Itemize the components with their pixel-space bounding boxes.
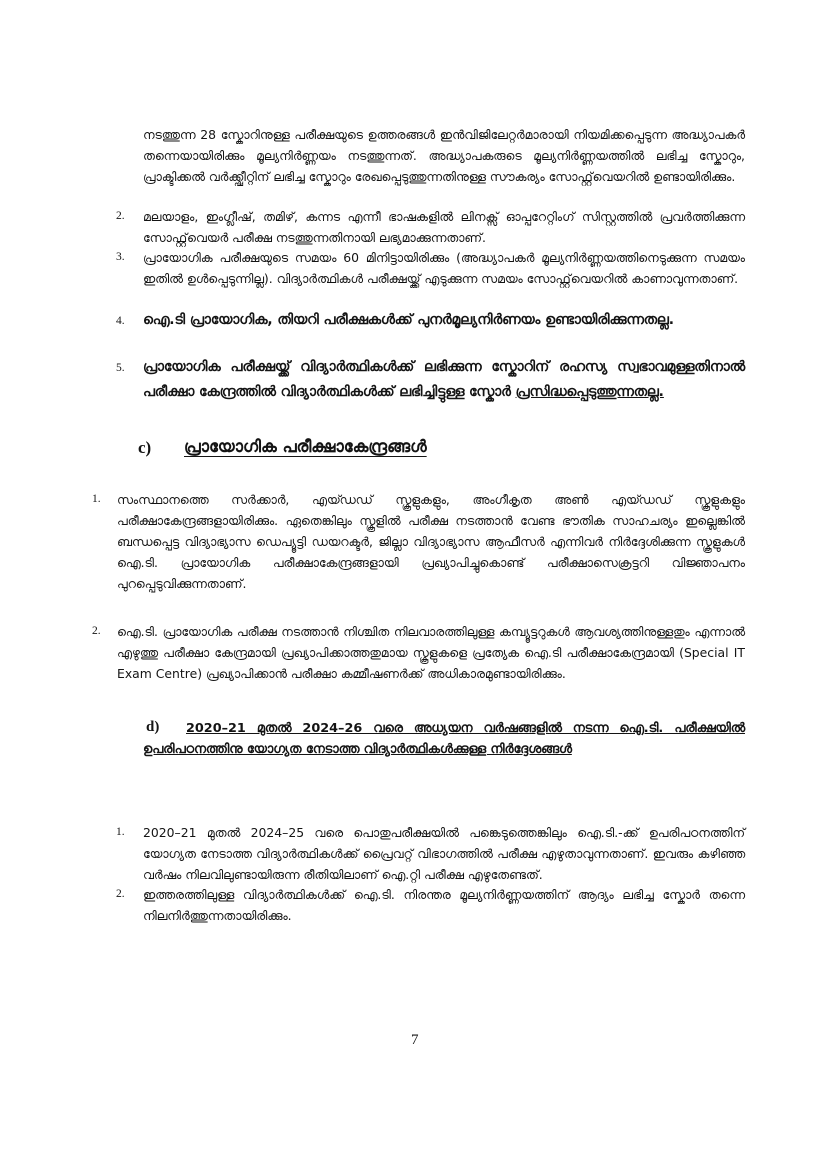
list-b-item-4-text: ഐ.ടി പ്രായോഗിക, തിയറി പരീക്ഷകൾക്ക് പുനർമൂല്യനിർണയം ഉണ്ടായിരിക്കുന്നതല്ല.: [143, 312, 674, 328]
page-number: 7: [411, 1032, 419, 1048]
section-d-item-2: [143, 884, 745, 926]
list-b-item-2: [143, 206, 745, 248]
section-c-num-2: 2.: [92, 625, 101, 637]
list-b-item-5-text-start: പ്രായോഗിക പരീക്ഷയ്ക്ക് വിദ്യാർത്ഥികൾക്ക് ലഭിക്കുന്ന സ്കോറിന് രഹസ്യ സ്വഭാവമുള്ളതിനാൽ പരീക്ഷാ കേന്ദ്രത്തിൽ വിദ്യാർത്ഥികൾക്ക് ലഭിച്ചിട്ടുള്ള സ്കോർ: [143, 359, 745, 400]
section-d-letter: d): [146, 719, 160, 735]
list-b-item-5-text: [143, 355, 745, 405]
list-b-item-3-text: പ്രായോഗിക പരീക്ഷയുടെ സമയം 60 മിനിട്ടായിരിക്കും (അദ്ധ്യാപകർ മൂല്യനിർണ്ണയത്തിനെടുക്കുന്ന സമയം ഇതിൽ ഉൾപ്പെടുന്നില്ല). വിദ്യാർത്ഥികൾ പരീക്ഷയ്ക്ക് എടുക്കുന്ന സമയം സോഫ്റ്റ്‌വെയറിൽ കാണാവുന്നതാണ്.: [143, 250, 745, 286]
section-d-item-2-text: ഇത്തരത്തിലുള്ള വിദ്യാർത്ഥികൾക്ക് ഐ.ടി. നിരന്തര മൂല്യനിർണ്ണയത്തിന് ആദ്യം ലഭിച്ച സ്കോർ തന്നെ നിലനിർത്തുന്നതായിരിക്കും.: [143, 887, 745, 923]
section-c-title: പ്രായോഗിക പരീക്ഷാകേന്ദ്രങ്ങൾ: [184, 437, 427, 456]
list-b-num-2: 2.: [116, 210, 125, 222]
section-c-letter: c): [138, 438, 152, 457]
list-b-item-3: [143, 247, 745, 289]
section-d-item-1-text: 2020–21 മുതൽ 2024–25 വരെ പൊതുപരീക്ഷയിൽ പങ്കെടുത്തെങ്കിലും ഐ.ടി.-ക്ക് ഉപരിപഠനത്തിന് യോഗ്യത നേടാത്ത വിദ്യാർത്ഥികൾക്ക് പ്രൈവറ്റ് വിഭാഗത്തിൽ പരീക്ഷ എഴുതാവുന്നതാണ്. ഇവരും കഴിഞ്ഞ വർഷം നിലവിലുണ്ടായിരുന്ന രീതിയിലാണ് ഐ.റ്റി പരീക്ഷ എഴുതേണ്ടത്.: [143, 825, 745, 882]
intro-paragraph: നടത്തുന്ന 28 സ്കോറിനുള്ള പരീക്ഷയുടെ ഉത്തരങ്ങൾ ഇൻവിജിലേറ്റർമാരായി നിയമിക്കപ്പെടുന്ന അദ്ധ്യാപകർ തന്നെയായിരിക്കും മൂല്യനിർണ്ണയം നടത്തുന്നത്. അദ്ധ്യാപകരുടെ മൂല്യനിർണ്ണയത്തിൽ ലഭിച്ച സ്കോറും, പ്രാക്ടിക്കൽ വർക്ക്ഷീറ്റിന് ലഭിച്ച സ്കോറും രേഖപ്പെടുത്തുന്നതിനുള്ള സൗകര്യം സോഫ്റ്റ്‌വെയറിൽ ഉണ്ടായിരിക്കും.: [143, 127, 745, 184]
section-d-num-2: 2.: [116, 888, 125, 900]
section-c-item-1: [117, 489, 745, 594]
list-b-num-5: 5.: [116, 362, 125, 374]
intro-paragraph-block: [143, 124, 745, 187]
list-b-item-4: [143, 308, 745, 333]
section-c-num-1: 1.: [92, 493, 101, 505]
section-c-item-2-text: ഐ.ടി. പ്രായോഗിക പരീക്ഷ നടത്താൻ നിശ്ചിത നിലവാരത്തിലുള്ള കമ്പ്യൂട്ടറുകൾ ആവശ്യത്തിനുള്ളതും എന്നാൽ എഴുത്തു പരീക്ഷാ കേന്ദ്രമായി പ്രഖ്യാപിക്കാത്തതുമായ സ്കൂളുകളെ പ്രത്യേക ഐ.ടി പരീക്ഷാകേന്ദ്രമായി (Special IT Exam Centre) പ്രഖ്യാപിക്കാൻ പരീക്ഷാ കമ്മീഷണർക്ക് അധികാരമുണ്ടായിരിക്കും.: [117, 624, 745, 681]
list-b-num-4: 4.: [116, 315, 125, 327]
section-c-item-1-text: സംസ്ഥാനത്തെ സർക്കാർ, എയ്ഡഡ് സ്കൂളുകളും, അംഗീകൃത അൺ എയ്ഡഡ് സ്കൂളുകളും പരീക്ഷാകേന്ദ്രങ്ങളായിരിക്കും. ഏതെങ്കിലും സ്കൂളിൽ പരീക്ഷ നടത്താൻ വേണ്ട ഭൗതിക സാഹചര്യം ഇല്ലെങ്കിൽ ബന്ധപ്പെട്ട വിദ്യാഭ്യാസ ഡെപ്യൂട്ടി ഡയറക്ടർ, ജില്ലാ വിദ്യാഭ്യാസ ആഫീസർ എന്നിവർ നിർദ്ദേശിക്കുന്ന സ്കൂളുകൾ ഐ.ടി. പ്രായോഗിക പരീക്ഷാകേന്ദ്രങ്ങളായി പ്രഖ്യാപിച്ചുകൊണ്ട് പരീക്ഷാസെക്രട്ടറി വിജ്ഞാപനം പുറപ്പെടുവിക്കുന്നതാണ്.: [117, 492, 745, 591]
section-d-heading-block: [143, 718, 745, 760]
list-b-item-5-text-underlined: പ്രസിദ്ധപ്പെടുത്തുന്നതല്ല.: [515, 384, 664, 400]
list-b-item-5: [143, 355, 745, 405]
list-b-item-2-text: മലയാളം, ഇംഗ്ലീഷ്, തമിഴ്, കന്നട എന്നീ ഭാഷകളിൽ ലിനക്സ് ഓപ്പറേറ്റിംഗ് സിസ്റ്റത്തിൽ പ്രവർത്തിക്കുന്ന സോഫ്റ്റ്‌വെയർ പരീക്ഷ നടത്തുന്നതിനായി ലഭ്യമാക്കുന്നതാണ്.: [143, 209, 745, 245]
section-c-item-2: [117, 621, 745, 684]
section-d-num-1: 1.: [116, 826, 125, 838]
list-b-num-3: 3.: [116, 251, 125, 263]
section-d-heading: 2020–21 മുതൽ 2024–26 വരെ അധ്യയന വർഷങ്ങളിൽ നടന്ന ഐ.ടി. പരീക്ഷയിൽ ഉപരിപഠനത്തിനു യോഗ്യത നേടാത്ത വിദ്യാർത്ഥികൾക്കുള്ള നിർദ്ദേശങ്ങൾ: [143, 721, 745, 757]
section-d-item-1: [143, 822, 745, 885]
